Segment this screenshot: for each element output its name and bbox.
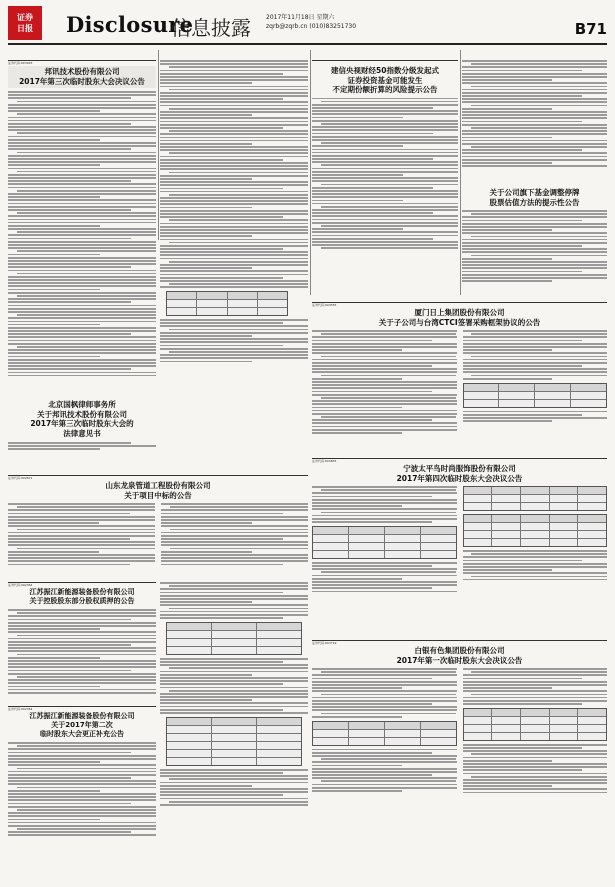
notice-zhenjiang-pledge: [8, 582, 156, 703]
newspaper-logo: 证券 日报: [8, 6, 42, 40]
page-number: B71: [574, 20, 607, 38]
data-table: [463, 514, 608, 547]
stock-code: 证券代码:600555: [312, 303, 337, 307]
notice-ccb-fund-risk: [312, 60, 458, 301]
data-table: [463, 708, 608, 741]
notice-body: [312, 330, 457, 435]
data-table: [166, 622, 302, 655]
notice-peacebird-resolution: [312, 458, 607, 637]
header-info: [266, 13, 356, 31]
stock-code: 证券代码:600855: [312, 459, 337, 463]
notice-body: [160, 319, 308, 362]
notice-title: 法律意见书: [63, 428, 101, 438]
data-table: [166, 291, 288, 316]
notice-title: 江苏振江新能源装备股份有限公司: [29, 712, 135, 720]
notice-body: [312, 749, 457, 792]
notice-longquan-bid: [8, 475, 308, 578]
notice-body: [160, 658, 308, 714]
stock-code: 证券代码:002671: [8, 476, 33, 480]
notice-title: 不定期份额折算的风险提示公告: [332, 85, 438, 94]
notice-body: [463, 550, 608, 580]
notice-body: [462, 60, 607, 167]
notice-baiyin-resolution: [312, 640, 607, 841]
stock-code: 证券代码:002364: [8, 707, 33, 711]
notice-title: 建信央视财经50指数分级发起式: [331, 66, 439, 75]
data-table: [166, 717, 302, 766]
notice-body: [160, 769, 308, 806]
notice-title: 邦讯技术股份有限公司: [44, 67, 120, 76]
notice-body: [8, 503, 155, 567]
notice-title: 白银有色集团股份有限公司: [414, 646, 505, 655]
notice-bangxun-resolution: [8, 60, 156, 396]
notice-guofeng-legal-opinion: [8, 400, 156, 470]
notice-title: 股票估值方法的提示性公告: [489, 197, 580, 207]
notice-title: 2017年第三次临时股东大会的: [30, 419, 134, 428]
notice-body: [462, 210, 607, 282]
notice-body: [463, 744, 608, 794]
notice-title: 2017年第一次临时股东大会决议公告: [396, 655, 523, 665]
notice-body: [312, 668, 457, 718]
issue-date: 2017年11月18日 星期六: [266, 14, 335, 21]
stock-code: 证券代码:002364: [8, 583, 33, 587]
notice-body: [8, 742, 156, 836]
notice-title: 江苏振江新能源装备股份有限公司: [29, 588, 135, 596]
notice-title: 临时股东大会更正补充公告: [40, 730, 124, 738]
notice-body: [160, 60, 308, 288]
data-table: [312, 721, 457, 746]
notice-title: 关于控股股东部分股权质押的公告: [29, 597, 135, 605]
notice-fund-valuation: [462, 188, 607, 298]
continuation-column: [160, 60, 308, 470]
continuation-column: [462, 60, 607, 185]
notice-body: [463, 330, 608, 435]
data-table: [463, 486, 608, 511]
masthead-rule: [8, 43, 607, 45]
notice-title: 厦门日上集团股份有限公司: [414, 308, 505, 317]
notice-body: [8, 609, 156, 694]
notice-xiamen-rishang: [312, 302, 607, 453]
notice-body: [312, 98, 458, 250]
notice-title: 2017年第四次临时股东大会决议公告: [396, 473, 523, 483]
column-divider: [460, 50, 461, 295]
notice-zhenjiang-correction: [8, 706, 156, 847]
notice-title: 关于公司旗下基金调整停牌: [489, 188, 580, 197]
notice-title: 证券投资基金可能发生: [347, 75, 423, 85]
section-title-en: Disclosure: [66, 12, 194, 37]
notice-title: 关于项目中标的公告: [124, 490, 192, 500]
contact-info: zqrb@zqrb.cn (010)83251730: [266, 23, 357, 30]
notice-body: [463, 668, 608, 705]
notice-title: 关于邦讯技术股份有限公司: [37, 409, 127, 419]
section-title-cn: 信息披露: [171, 16, 251, 40]
notice-body: [312, 486, 457, 523]
notice-title: 宁波太平鸟时尚服饰股份有限公司: [403, 464, 516, 473]
notice-title: 关于子公司与台湾CTCI签署采购框架协议的公告: [378, 317, 541, 327]
masthead: [0, 0, 615, 46]
notice-title: 关于2017年第二次: [51, 721, 113, 729]
notice-body: [8, 442, 156, 450]
data-table: [312, 526, 457, 559]
notice-body: [161, 503, 308, 567]
notice-title: 2017年第三次临时股东大会决议公告: [19, 76, 145, 86]
continuation-column: [160, 582, 308, 842]
stock-code: 证券代码:603719: [312, 641, 337, 645]
notice-body: [312, 562, 457, 592]
notice-body: [160, 582, 308, 619]
column-divider: [158, 50, 159, 240]
notice-title: 北京国枫律师事务所: [48, 400, 116, 409]
data-table: [463, 383, 608, 408]
notice-body: [8, 91, 156, 376]
notice-title: 山东龙泉管道工程股份有限公司: [105, 481, 211, 490]
stock-code: 证券代码:603003: [8, 61, 33, 65]
column-divider: [310, 50, 311, 295]
